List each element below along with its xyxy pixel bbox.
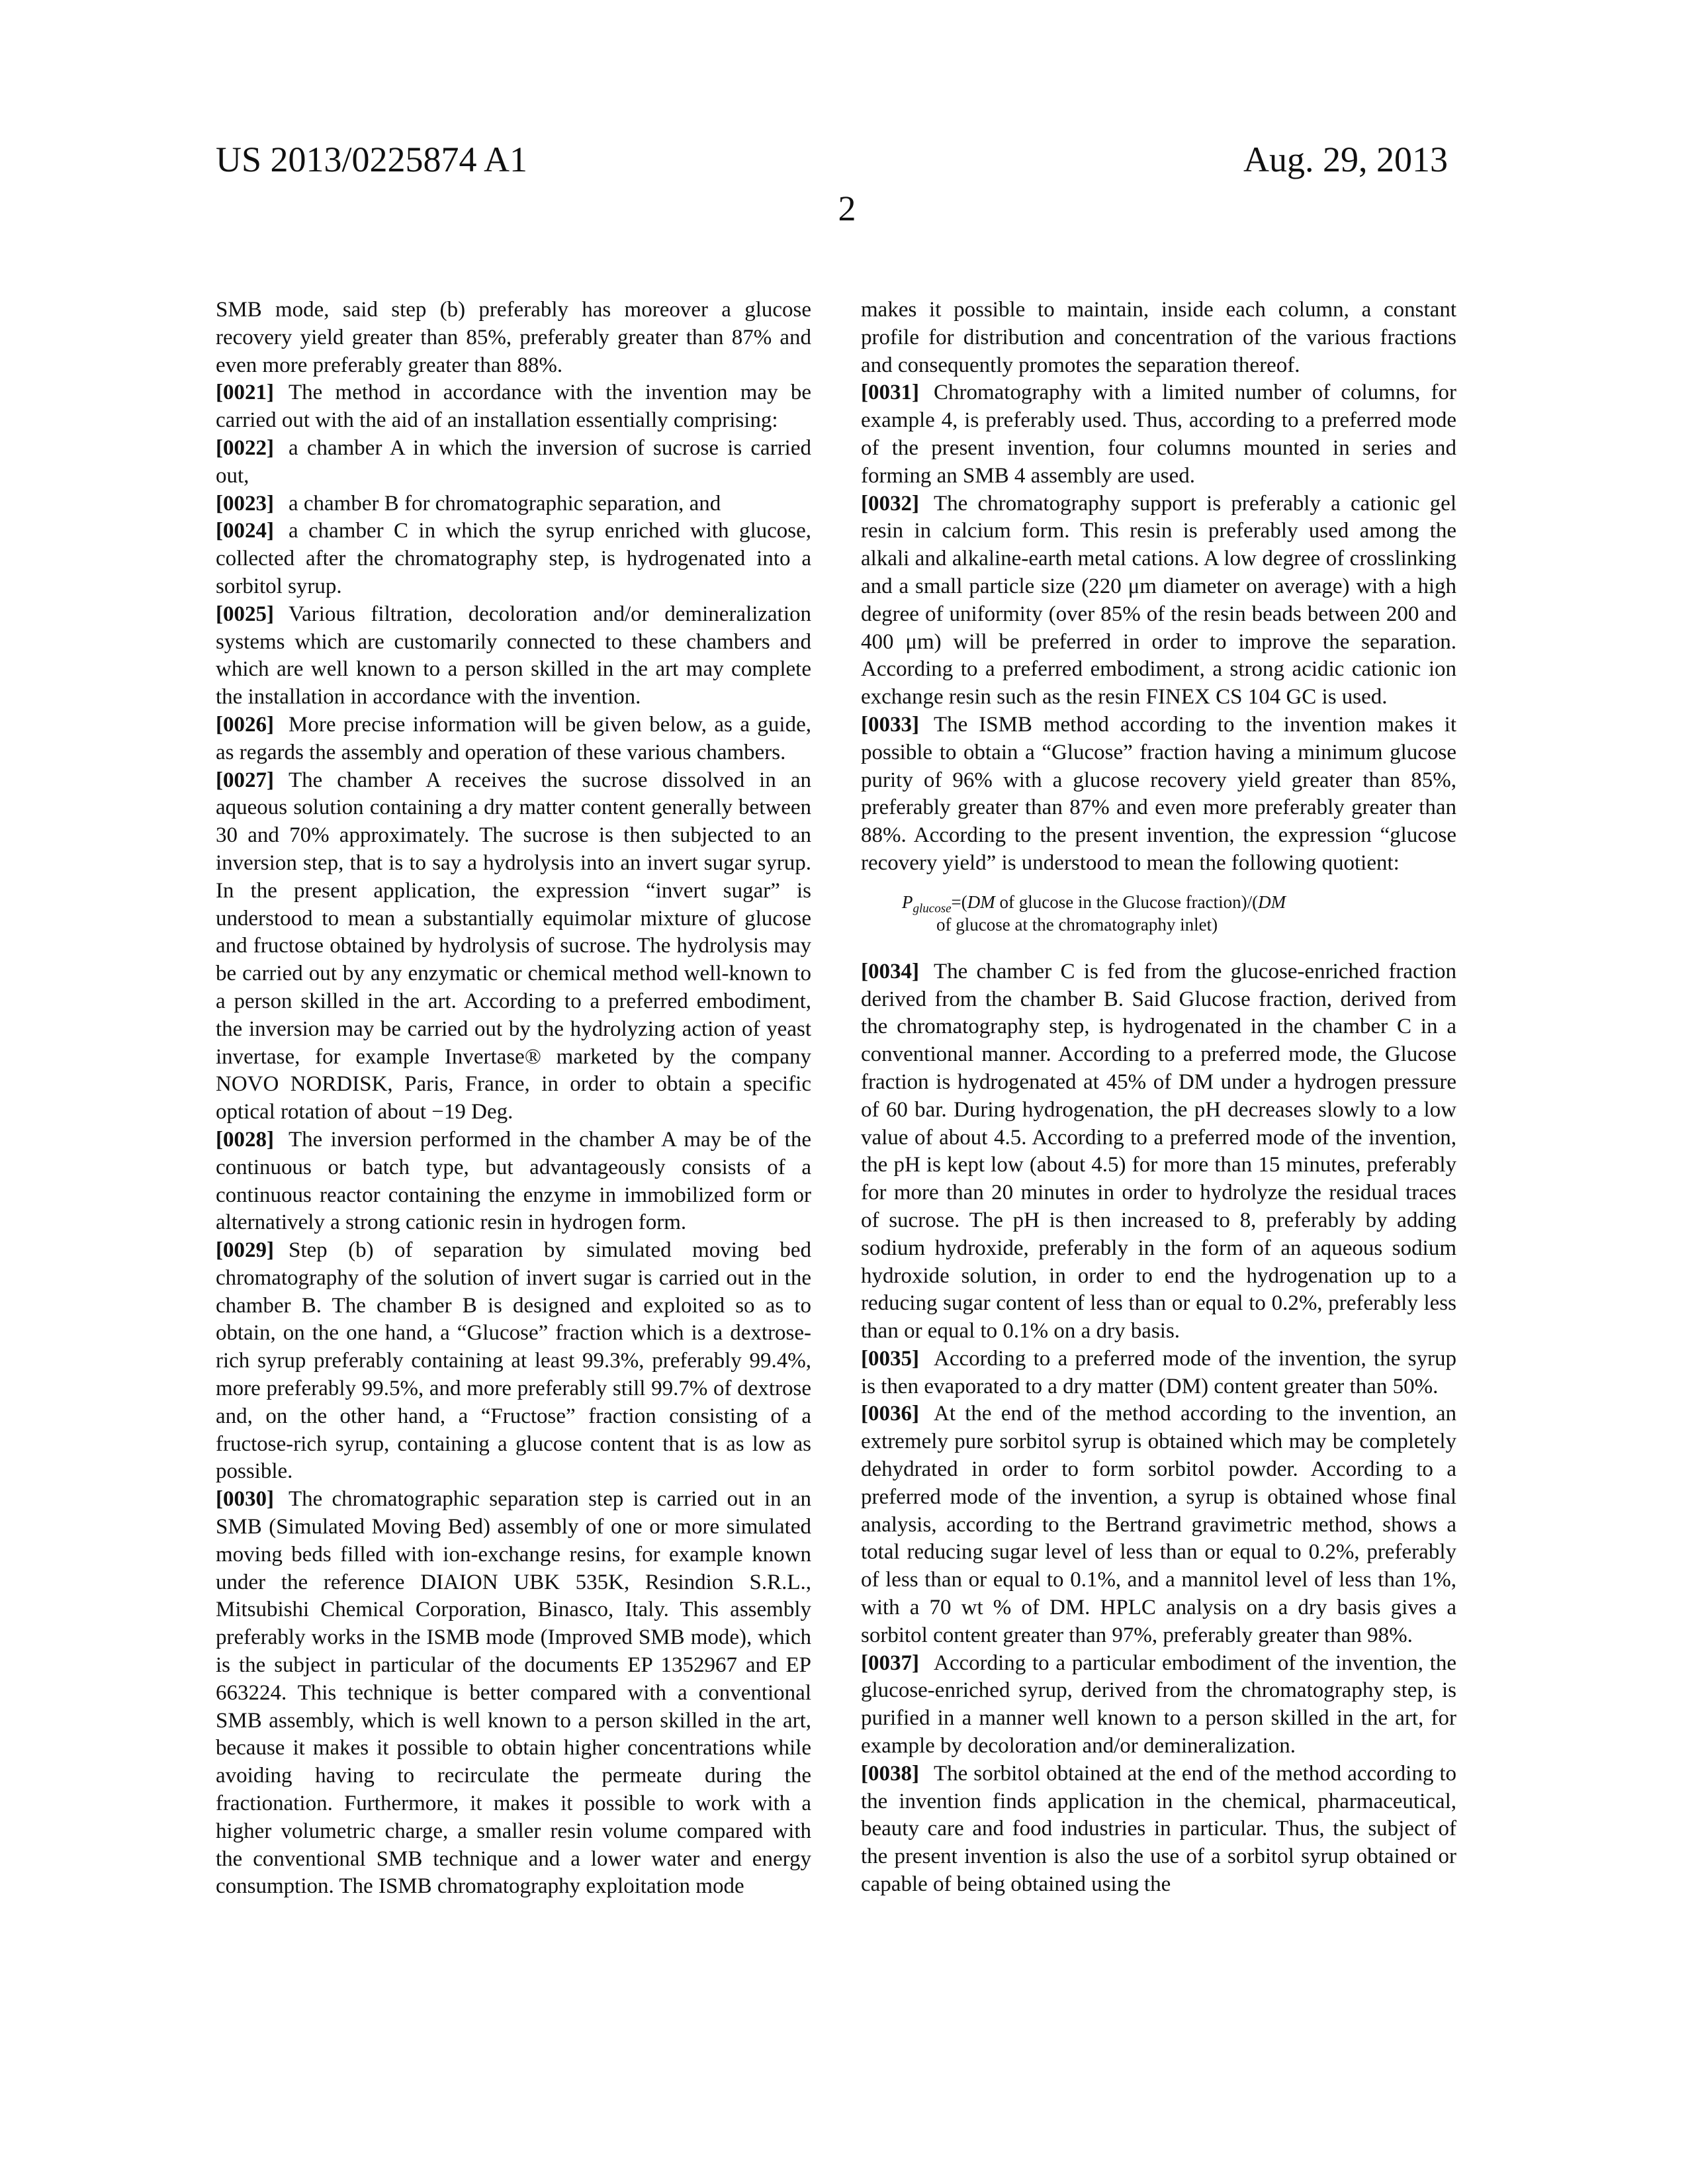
paragraph-text: a chamber B for chromatographic separation, and xyxy=(288,491,721,516)
paragraph-0022 xyxy=(216,435,811,490)
paragraph-0024 xyxy=(216,518,811,600)
paragraph-number: [0030] xyxy=(216,1487,274,1512)
paragraph-number: [0022] xyxy=(216,435,274,460)
paragraph-0038 xyxy=(861,1760,1456,1899)
paragraph-0034 xyxy=(861,958,1456,1345)
paragraph-number: [0021] xyxy=(216,381,274,405)
formula-equals: =( xyxy=(951,891,967,912)
paragraph-text: More precise information will be given below, as a guide, as regards the assembly and operation of these various chambers. xyxy=(216,712,811,764)
paragraph-number: [0037] xyxy=(861,1651,919,1675)
paragraph-0033 xyxy=(861,711,1456,878)
paragraph-text: a chamber C in which the syrup enriched with glucose, collected after the chromatography step, is hydrogenated into a sorbitol syrup. xyxy=(216,519,811,598)
paragraph-0035 xyxy=(861,1345,1456,1401)
paragraph-0025 xyxy=(216,601,811,711)
paragraph-continued: SMB mode, said step (b) preferably has moreover a glucose recovery yield greater than 85%, preferably greater than 87% and even more preferably greater than 88%. xyxy=(216,298,811,377)
paragraph-continued: makes it possible to maintain, inside each column, a constant profile for distribution and concentration of the various fractions and consequently promotes the separation thereof. xyxy=(861,298,1456,377)
paragraph-0037 xyxy=(861,1650,1456,1760)
paragraph-0028 xyxy=(216,1126,811,1237)
glucose-recovery-formula xyxy=(902,891,1456,936)
paragraph-text: The chamber A receives the sucrose dissolved in an aqueous solution containing a dry matter content generally between 30 and 70% approximately. The sucrose is then subjected to an inversion step, that is to say a hydrolysis into an invert sugar syrup. In the present application, the expression “invert sugar” is understood to mean a substantially equimolar mixture of glucose and fructose obtained by hydrolysis of sucrose. The hydrolysis may be carried out by any enzymatic or chemical method well-known to a person skilled in the art. According to a preferred embodiment, the inversion may be carried out by the hydrolyzing action of yeast invertase, for example Invertase® marketed by the company NOVO NORDISK, Paris, France, in order to obtain a specific optical rotation of about −19 Deg. xyxy=(216,768,811,1124)
paragraph-text: The inversion performed in the chamber A may be of the continuous or batch type, but advantageously consists of a continuous reactor containing the enzyme in immobilized form or alternatively a strong cationic resin in hydrogen form. xyxy=(216,1127,811,1235)
paragraph-text: The chromatographic separation step is carried out in an SMB (Simulated Moving Bed) assembly of one or more simulated moving beds filled with ion-exchange resins, for example known under the reference DIAION UBK 535K, Resindion S.R.L., Mitsubishi Chemical Corporation, Binasco, Italy. This assembly preferably works in the ISMB mode (Improved SMB mode), which is the subject in particular of the documents EP 1352967 and EP 663224. This technique is better compared with a conventional SMB assembly, which is well known to a person skilled in the art, because it makes it possible to obtain higher concentrations while avoiding having to recirculate the permeate during the fractionation. Furthermore, it makes it possible to work with a higher volumetric charge, a smaller resin volume compared with the conventional SMB technique and a lower water and energy consumption. The ISMB chromatography exploitation mode xyxy=(216,1487,811,1899)
paragraph-text: The ISMB method according to the invention makes it possible to obtain a “Glucose” fraction having a minimum glucose purity of 96% with a glucose recovery yield greater than 85%, preferably greater than 87% and even more preferably greater than 88%. According to the present invention, the expression “glucose recovery yield” is understood to mean the following quotient: xyxy=(861,712,1456,875)
paragraph-0029 xyxy=(216,1237,811,1486)
paragraph-number: [0031] xyxy=(861,381,919,405)
paragraph-text: According to a preferred mode of the invention, the syrup is then evaporated to a dry matter (DM) content greater than 50%. xyxy=(861,1346,1456,1398)
paragraph-text: The sorbitol obtained at the end of the method according to the invention finds application in the chemical, pharmaceutical, beauty care and food industries in particular. Thus, the subject of the present invention is also the use of a sorbitol syrup obtained or capable of being obtained using the xyxy=(861,1761,1456,1897)
publication-number: US 2013/0225874 A1 xyxy=(216,140,528,179)
paragraph-number: [0033] xyxy=(861,712,919,737)
paragraph-number: [0028] xyxy=(216,1127,274,1152)
paragraph-text: The chamber C is fed from the glucose-enriched fraction derived from the chamber B. Said Glucose fraction, derived from the chromatography step, is hydrogenated in the chamber C in a conventional manner. According to a preferred mode, the Glucose fraction is hydrogenated at 45% of DM under a hydrogen pressure of 60 bar. During hydrogenation, the pH decreases slowly to a low value of about 4.5. According to a preferred mode of the invention, the pH is kept low (about 4.5) for more than 15 minutes, preferably for more than 20 minutes in order to hydrolyze the residual traces of sucrose. The pH is then increased to 8, preferably by adding sodium hydroxide, preferably in the form of an aqueous sodium hydroxide solution, in order to end the hydrogenation up to a reducing sugar content of less than or equal to 0.2%, preferably less than or equal to 0.1% on a dry basis. xyxy=(861,959,1456,1343)
paragraph-0026 xyxy=(216,711,811,767)
left-column xyxy=(216,296,811,1901)
publication-date: Aug. 29, 2013 xyxy=(1243,140,1448,179)
paragraph-number: [0029] xyxy=(216,1238,274,1263)
paragraph-0023 xyxy=(216,490,811,518)
paragraph-number: [0038] xyxy=(861,1761,919,1786)
paragraph-number: [0027] xyxy=(216,768,274,792)
paragraph-text: At the end of the method according to the invention, an extremely pure sorbitol syrup is obtained which may be completely dehydrated in order to form sorbitol powder. According to a preferred mode of the invention, a syrup is obtained whose final analysis, according to the Bertrand gravimetric method, shows a total reducing sugar level of less than or equal to 0.2%, preferably of less than or equal to 0.1%, and a mannitol level of less than 1%, with a 70 wt % of DM. HPLC analysis on a dry basis gives a sorbitol content greater than 97%, preferably greater than 98%. xyxy=(861,1402,1456,1647)
paragraph-number: [0034] xyxy=(861,959,919,983)
paragraph-0021 xyxy=(216,379,811,435)
paragraph-text: a chamber A in which the inversion of sucrose is carried out, xyxy=(216,435,811,488)
right-column xyxy=(861,296,1456,1899)
formula-symbol: P xyxy=(902,891,913,912)
paragraph-text: According to a particular embodiment of the invention, the glucose-enriched syrup, derived from the chromatography step, is purified in a manner well known to a person skilled in the art, for example by decoloration and/or demineralization. xyxy=(861,1651,1456,1758)
paragraph-number: [0026] xyxy=(216,712,274,737)
paragraph-text: Step (b) of separation by simulated moving bed chromatography of the solution of invert sugar is carried out in the chamber B. The chamber B is designed and exploited so as to obtain, on the one hand, a “Glucose” fraction which is a dextrose-rich syrup preferably containing at least 99.3%, preferably 99.4%, more preferably 99.5%, and more preferably still 99.7% of dextrose and, on the other hand, a “Fructose” fraction consisting of a fructose-rich syrup, containing a glucose content that is as low as possible. xyxy=(216,1238,811,1484)
paragraph-0032 xyxy=(861,490,1456,711)
paragraph-number: [0023] xyxy=(216,491,274,516)
paragraph-text: The chromatography support is preferably a cationic gel resin in calcium form. This resin is preferably used among the alkali and alkaline-earth metal cations. A low degree of crosslinking and a small particle size (220 μm diameter on average) with a high degree of uniformity (over 85% of the resin beads between 200 and 400 μm) will be preferred in order to improve the separation. According to a preferred embodiment, a strong acidic cationic ion exchange resin such as the resin FINEX CS 104 GC is used. xyxy=(861,491,1456,709)
formula-dm-term: DM xyxy=(967,891,995,912)
paragraph-number: [0032] xyxy=(861,491,919,516)
formula-dm-term: DM xyxy=(1258,891,1286,912)
formula-denominator-text: of glucose at the chromatography inlet) xyxy=(936,914,1218,934)
page-number: 2 xyxy=(838,189,856,228)
paragraph-text: Various filtration, decoloration and/or demineralization systems which are customarily connected to these chambers and which are well known to a person skilled in the art may complete the installation in accordance with the invention. xyxy=(216,602,811,709)
formula-subscript: glucose xyxy=(913,901,952,916)
formula-numerator-text: of glucose in the Glucose fraction)/( xyxy=(995,891,1259,912)
paragraph-number: [0024] xyxy=(216,519,274,543)
paragraph-0027 xyxy=(216,767,811,1126)
paragraph-0031 xyxy=(861,379,1456,490)
paragraph-number: [0035] xyxy=(861,1346,919,1371)
paragraph-number: [0025] xyxy=(216,602,274,626)
paragraph-text: The method in accordance with the invention may be carried out with the aid of an installation essentially comprising: xyxy=(216,381,811,433)
paragraph-0036 xyxy=(861,1400,1456,1649)
paragraph-number: [0036] xyxy=(861,1402,919,1426)
paragraph-text: Chromatography with a limited number of columns, for example 4, is preferably used. Thus, according to a preferred mode of the present invention, four columns mounted in series and forming an SMB 4 assembly are used. xyxy=(861,381,1456,488)
paragraph-0030 xyxy=(216,1486,811,1901)
